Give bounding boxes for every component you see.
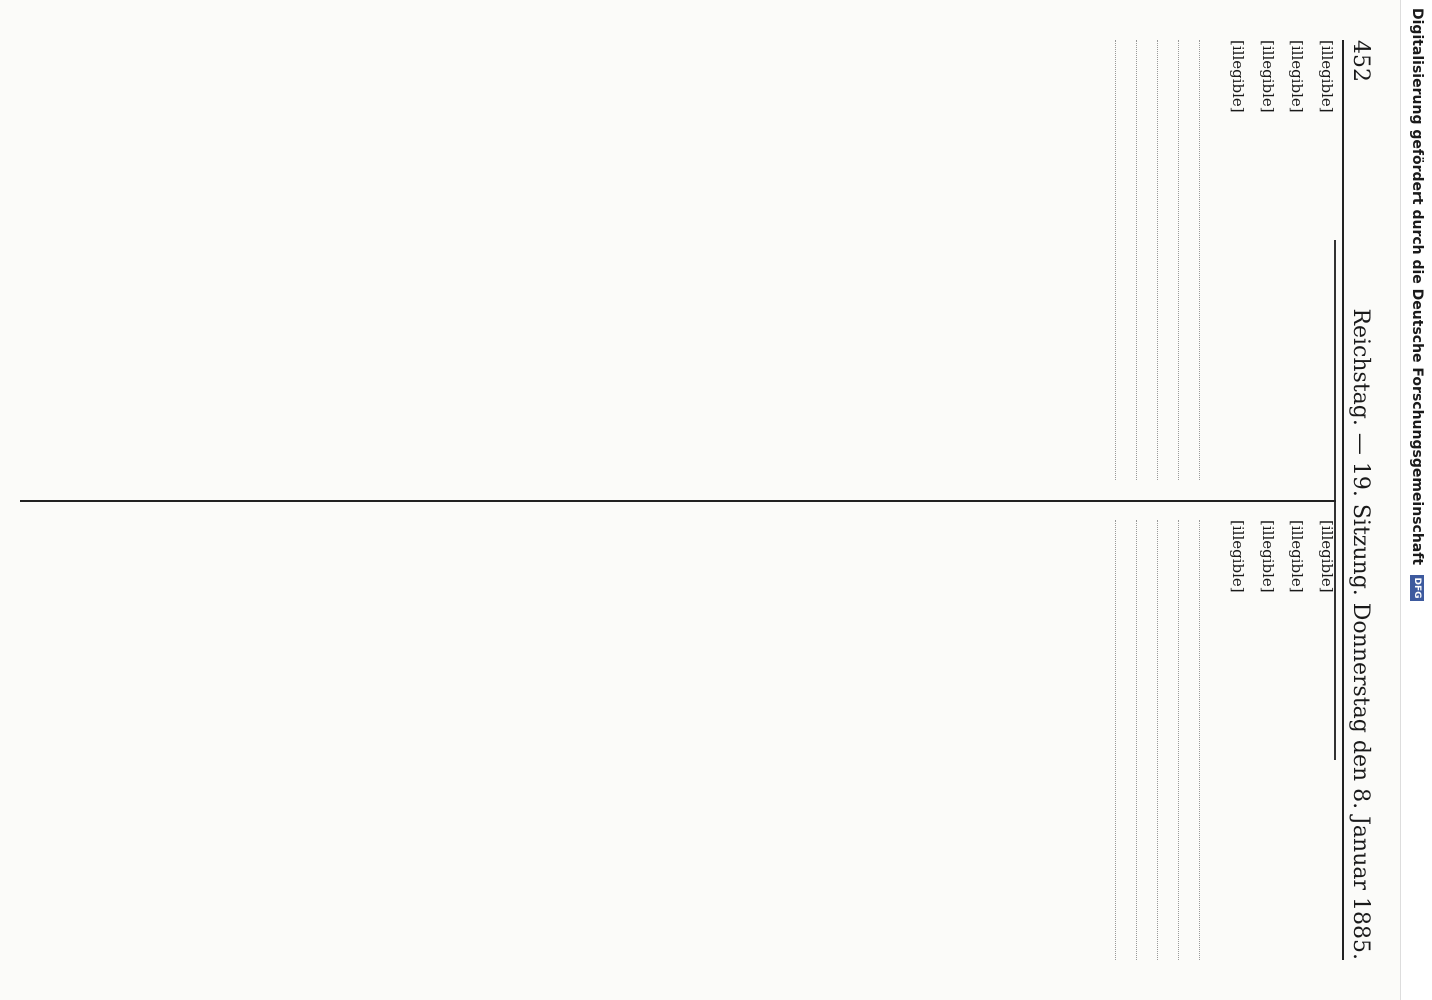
text-line-placeholder	[1115, 40, 1134, 480]
text-line-placeholder	[1157, 40, 1176, 480]
text-line-placeholder	[1199, 520, 1218, 960]
text-line-placeholder	[1178, 520, 1197, 960]
left-column	[20, 40, 1336, 480]
text-line-placeholder	[1115, 520, 1134, 960]
paragraph: [illegible]	[1258, 520, 1277, 593]
text-line-placeholder	[1178, 40, 1197, 480]
page-title: Reichstag. — 19. Sitzung. Donnerstag den 8. Januar 1885.	[1348, 308, 1373, 960]
paragraph: [illegible]	[1288, 40, 1307, 113]
paragraph: [illegible]	[1318, 520, 1336, 593]
text-line-placeholder	[1136, 40, 1155, 480]
column-divider	[20, 500, 1336, 502]
dfg-logo-icon: DFG	[1410, 575, 1424, 601]
digitization-credit-strip	[1400, 0, 1432, 1000]
paragraph: [illegible]	[1318, 40, 1336, 113]
paragraph: [illegible]	[1258, 40, 1277, 113]
paragraph: [illegible]	[1288, 520, 1307, 593]
credit-text: Digitalisierung gefördert durch die Deutsche Forschungsgemeinschaft	[1409, 8, 1425, 566]
digitization-credit	[1401, 0, 1432, 1000]
header-rule	[1334, 240, 1348, 760]
text-line-placeholder	[1136, 520, 1155, 960]
text-line-placeholder	[1199, 40, 1218, 480]
right-column	[20, 520, 1336, 960]
paragraph: [illegible]	[1229, 520, 1248, 593]
page-header	[1342, 40, 1388, 960]
text-line-placeholder	[1157, 520, 1176, 960]
paragraph: [illegible]	[1229, 40, 1248, 113]
page-number: 452	[1348, 40, 1373, 82]
